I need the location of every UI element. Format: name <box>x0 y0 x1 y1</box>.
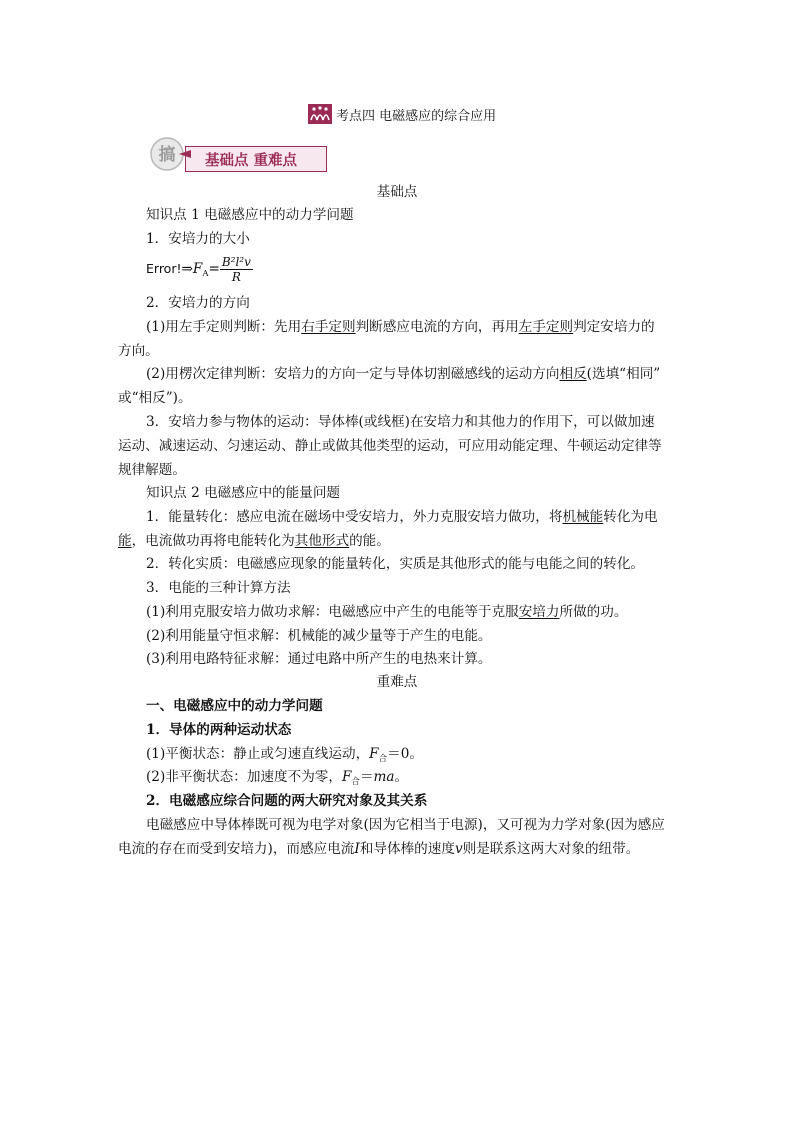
text-run: 。 <box>394 769 409 785</box>
formula-fraction <box>220 255 253 284</box>
text-run: (1)利用克服安培力做功求解：电磁感应中产生的电能等于克服 <box>146 604 519 620</box>
text-run: 和导体棒的速度 <box>359 841 455 857</box>
kp2-m2: (2)利用能量守恒求解：机械能的减少量等于产生的电能。 <box>146 628 492 644</box>
formula-arrow: ⇒ <box>181 261 193 277</box>
kp1-p1-line1 <box>146 318 706 337</box>
banner-seal-icon <box>149 136 193 172</box>
answer-blank: 相反 <box>559 366 587 382</box>
banner-seal-text: 搞 <box>158 145 176 165</box>
answer-blank: 机械能 <box>562 509 604 525</box>
answer-blank: 其他形式 <box>294 533 350 549</box>
text-run: 1．能量转化：感应电流在磁场中受安培力，外力克服安培力做功，将 <box>146 509 563 525</box>
symbol-v: v <box>454 841 463 857</box>
section-title-text: 考点四 电磁感应的综合应用 <box>336 108 497 124</box>
text-run: 所做的功。 <box>559 604 628 620</box>
text-run: ＝ <box>359 769 374 785</box>
diff-p-line1: 电磁感应中导体棒既可视为电学对象(因为它相当于电源)，又可视为力学对象(因为感应 <box>146 817 665 833</box>
kp1-p2-line2: 或“相反”)。 <box>118 390 192 406</box>
ampere-force-formula <box>146 252 706 288</box>
symbol-sub: 合 <box>351 777 360 787</box>
text-run: (1)平衡状态：静止或匀速直线运动， <box>146 746 370 762</box>
text-run: 转化为电 <box>603 509 658 525</box>
kp2-p1-line2 <box>118 532 678 551</box>
section-title <box>308 104 496 124</box>
answer-blank: 能 <box>118 533 132 549</box>
kp1-s1: 1．安培力的大小 <box>146 231 250 247</box>
diff-state1 <box>146 745 706 769</box>
text-run: ＝0。 <box>387 746 423 762</box>
text-run: (2)用楞次定律判断：安培力的方向一定与导体切割磁感线的运动方向 <box>146 366 560 382</box>
kp2-p3: 3．电能的三种计算方法 <box>146 580 291 596</box>
text-run: ，电流做功再将电能转化为 <box>131 533 295 549</box>
symbol-f: F <box>369 746 379 762</box>
text-run: 判定安培力的 <box>573 319 655 335</box>
symbol-f: F <box>341 769 352 785</box>
kp1-title: 知识点 1 电磁感应中的动力学问题 <box>146 207 354 223</box>
section-banner <box>149 136 327 172</box>
diff-state2 <box>146 768 706 792</box>
text-run: (2)非平衡状态：加速度不为零， <box>146 769 342 785</box>
text-run: 判断感应电流的方向，再用 <box>355 319 519 335</box>
answer-blank: 安培力 <box>518 604 560 620</box>
text-run: (选填“相同” <box>586 366 661 382</box>
text-run: 则是联系这两大对象的纽带。 <box>462 841 640 857</box>
kp2-p1-line1 <box>146 508 706 527</box>
formula-f-sub: A <box>202 269 209 279</box>
diff-s2: 2．电磁感应综合问题的两大研究对象及其关系 <box>146 793 428 809</box>
symbol-i: I <box>354 841 360 857</box>
formula-f: F <box>192 261 203 277</box>
diff-s1: 1．导体的两种运动状态 <box>146 722 292 738</box>
text-run: 的能。 <box>349 533 390 549</box>
kp1-p1-line2: 方向。 <box>118 343 159 359</box>
symbol-ma: ma <box>373 769 395 785</box>
symbol-sub: 合 <box>378 754 388 764</box>
diff-p-line2 <box>118 840 678 859</box>
kp1-p2-line1 <box>146 365 706 384</box>
text-run: (1)用左手定则判断：先用 <box>146 319 302 335</box>
formula-error: Error! <box>146 261 182 276</box>
banner-label: 基础点 重难点 <box>205 153 298 169</box>
section-marker-icon <box>308 104 332 124</box>
heading-difficult: 重难点 <box>376 674 418 690</box>
formula-eq: = <box>208 261 220 277</box>
kp2-p2: 2．转化实质：电磁感应现象的能量转化，实质是其他形式的能与电能之间的转化。 <box>146 556 645 572</box>
kp1-s2: 2．安培力的方向 <box>146 295 250 311</box>
answer-blank: 左手定则 <box>518 319 574 335</box>
kp2-title: 知识点 2 电磁感应中的能量问题 <box>146 485 341 501</box>
kp1-p3-line3: 规律解题。 <box>118 462 186 478</box>
kp2-m3: (3)利用电路特征求解：通过电路中所产生的电热来计算。 <box>146 651 492 667</box>
formula-denominator: R <box>231 270 241 284</box>
heading-basic: 基础点 <box>376 184 418 200</box>
kp2-m1 <box>146 603 706 622</box>
diff-h1: 一、电磁感应中的动力学问题 <box>146 698 323 714</box>
text-run: 电流的存在而受到安培力)，而感应电流 <box>118 841 355 857</box>
kp1-p3-line2: 运动、减速运动、匀速运动、静止或做其他类型的运动，可应用动能定理、牛顿运动定律等 <box>118 438 662 454</box>
formula-numerator: B²l²v <box>221 255 251 269</box>
kp1-p3-line1: 3．安培力参与物体的运动：导体棒(或线框)在安培力和其他力的作用下，可以做加速 <box>146 414 655 430</box>
answer-blank: 右手定则 <box>301 319 356 335</box>
